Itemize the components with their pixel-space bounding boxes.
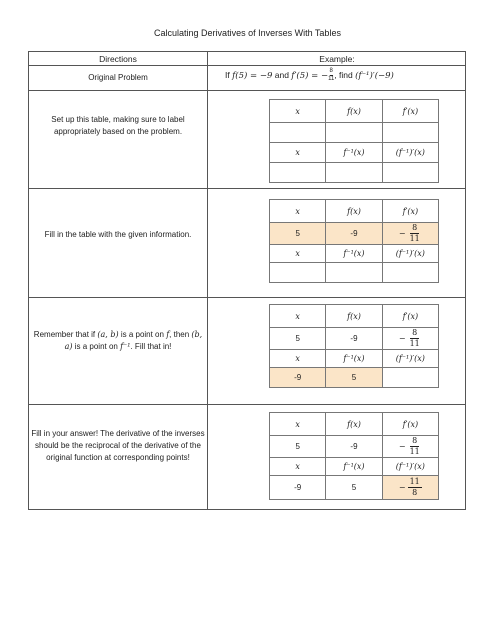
cell-x-value: 5 [270,223,326,245]
direction-text: . Fill that in! [130,342,172,351]
fraction-numerator: 8 [412,436,418,445]
column-divider [207,52,208,509]
math-function: f⁻¹ [120,342,131,351]
example-problem-statement [225,68,455,83]
table-cell-empty [270,123,326,143]
fraction [399,328,422,349]
table-cell-empty [326,123,382,143]
given-derivative: f′(5) = − [291,70,329,81]
fraction-numerator: 8 [412,328,418,337]
minus-sign: − [398,442,406,451]
page-title: Calculating Derivatives of Inverses With Tables [154,28,341,38]
col-x-header: x [270,458,326,476]
col-finv-header: f⁻¹(x) [326,143,382,163]
math-function: f [166,330,170,339]
col-x-header: x [270,350,326,368]
fraction-denominator: 11 [409,339,420,348]
cell-inverse-fx-value: 5 [326,368,382,388]
direction-text: , then [169,330,192,339]
col-x-header: x [270,245,326,263]
col-finvp-header: (f⁻¹)′(x) [382,143,438,163]
col-finvp-header: (f⁻¹)′(x) [382,245,438,263]
col-x-header: x [270,200,326,223]
table-cell-empty [270,163,326,183]
col-fpx-header: f′(x) [382,413,438,436]
fraction [399,223,422,244]
row-divider [29,65,465,66]
minus-sign: − [398,334,406,343]
cell-inverse-x-value: -9 [270,476,326,500]
col-fx-header: f(x) [326,413,382,436]
col-fx-header: f(x) [326,100,382,123]
minus-sign: − [398,229,406,238]
table-cell-empty [382,368,438,388]
step-3-table [269,304,439,388]
table-cell-empty [326,263,382,283]
if-word: If [225,69,230,80]
table-cell-empty [326,163,382,183]
cell-x-value: 5 [270,328,326,350]
fraction-denominator: 8 [412,488,418,497]
fraction-numerator: 8 [412,223,418,232]
cell-fpx-value [382,328,438,350]
col-finv-header: f⁻¹(x) [326,350,382,368]
step-1-table [269,99,439,183]
table-cell-empty [382,123,438,143]
given-f-value: f(5) = −9 [232,70,273,81]
step-2-table [269,199,439,283]
step-4-direction: Fill in your answer! The derivative of the inverses should be the reciprocal of the derivative of the original function at corresponding points! [31,429,205,462]
direction-text: Remember that if [33,330,98,339]
cell-fx-value: -9 [326,223,382,245]
fraction-denominator: 11 [409,234,420,243]
direction-text: is a point on [72,342,121,351]
math-point: (a, b) [97,330,119,339]
cell-inverse-fx-value: 5 [326,476,382,500]
step-3-direction [29,329,207,353]
target-expression: (f⁻¹)′(−9) [355,70,394,81]
col-fpx-header: f′(x) [382,305,438,328]
cell-fpx-value [382,436,438,458]
table-cell-empty [382,163,438,183]
example-header: Example: [319,54,355,64]
row-divider [29,188,465,189]
col-x-header: x [270,143,326,163]
table-cell-empty [270,263,326,283]
cell-fx-value: -9 [326,436,382,458]
table-cell-empty [382,263,438,283]
fraction-numerator: 11 [409,477,420,486]
row-divider [29,90,465,91]
cell-fpx-value [382,223,438,245]
fraction [399,477,422,498]
col-x-header: x [270,305,326,328]
col-fx-header: f(x) [326,200,382,223]
row-divider [29,404,465,405]
col-finv-header: f⁻¹(x) [326,458,382,476]
step-1-direction: Set up this table, making sure to label appropriately based on the problem. [51,115,185,136]
col-finv-header: f⁻¹(x) [326,245,382,263]
col-x-header: x [270,100,326,123]
col-fpx-header: f′(x) [382,200,438,223]
col-fpx-header: f′(x) [382,100,438,123]
minus-sign: − [398,483,406,492]
original-problem-label: Original Problem [88,73,148,82]
directions-table [28,51,466,510]
fraction-numerator: 8 [329,68,333,74]
and-word: and [274,69,289,80]
math-point: (b, a) [64,330,203,351]
step-2-direction: Fill in the table with the given information. [44,230,192,239]
col-finvp-header: (f⁻¹)′(x) [382,458,438,476]
direction-text: is a point on [118,330,167,339]
fraction [399,436,422,457]
fraction-denominator: 11 [328,76,335,82]
fraction-denominator: 11 [409,447,420,456]
cell-inverse-x-value: -9 [270,368,326,388]
col-fx-header: f(x) [326,305,382,328]
find-word: , find [334,69,353,80]
row-divider [29,297,465,298]
cell-fx-value: -9 [326,328,382,350]
cell-answer-value [382,476,438,500]
col-x-header: x [270,413,326,436]
directions-header: Directions [99,54,137,64]
col-finvp-header: (f⁻¹)′(x) [382,350,438,368]
cell-x-value: 5 [270,436,326,458]
step-4-table [269,412,439,500]
